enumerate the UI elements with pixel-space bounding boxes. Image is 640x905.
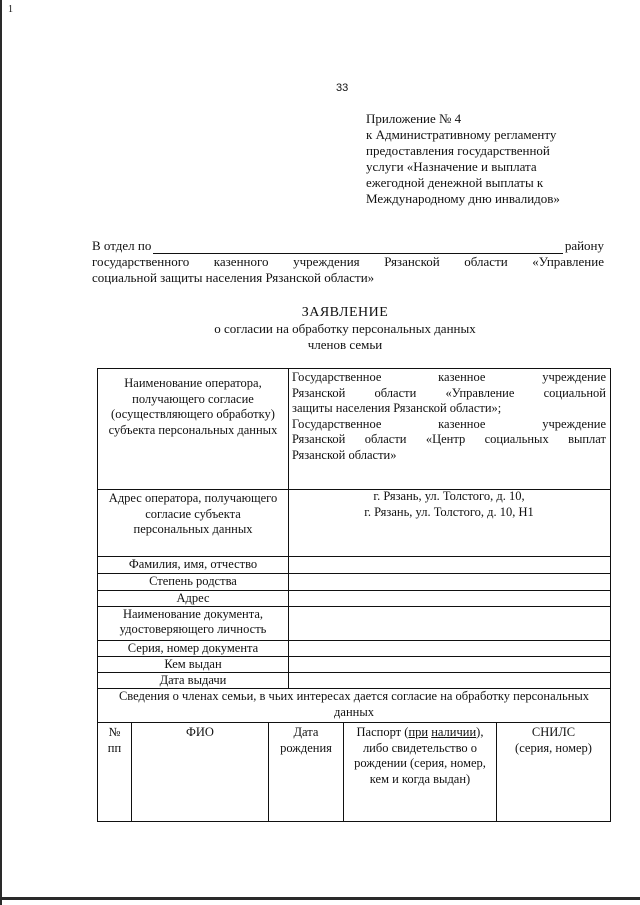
appendix-block <box>366 111 626 207</box>
row-label-fio: Фамилия, имя, отчество <box>128 557 258 571</box>
appendix-line: Международному дню инвалидов» <box>366 191 560 206</box>
col-birthdate <box>269 725 343 756</box>
row-label-document: Наименование документа, удостоверяющего личность <box>119 607 267 636</box>
issued-by-field[interactable] <box>289 657 610 671</box>
col-birthdate-line: Дата <box>293 725 319 739</box>
addressee-line-3: социальной защиты населения Рязанской области» <box>92 270 375 285</box>
row-label-issue-date: Дата выдачи <box>159 673 227 687</box>
row-label-kinship: Степень родства <box>149 574 237 588</box>
operator-line: Рязанской области» <box>292 447 397 462</box>
col-passport <box>348 725 492 787</box>
document-field[interactable] <box>289 607 610 639</box>
district-blank-field[interactable] <box>153 241 562 254</box>
col-fio: ФИО <box>186 725 214 739</box>
row-label-issued-by: Кем выдан <box>164 657 222 671</box>
operator-value <box>292 370 606 463</box>
addressee-block <box>92 238 604 286</box>
col-num <box>98 725 131 756</box>
title-sub: о согласии на обработку персональных данных <box>214 321 476 336</box>
appendix-line: Приложение № 4 <box>366 111 462 126</box>
title-sub: членов семьи <box>307 337 383 352</box>
operator-line: Рязанской области «Центр социальных выплат <box>292 432 606 446</box>
address-value-2: г. Рязань, ул. Толстого, д. 10, Н1 <box>364 505 534 519</box>
col-snils <box>497 725 610 756</box>
addressee-line-1 <box>92 238 604 254</box>
table-rule <box>343 722 344 822</box>
family-section-header: Сведения о членах семьи, в чьих интересах дается согласие на обработку персональных данных <box>118 689 590 719</box>
document-title <box>150 305 540 353</box>
consent-form-table <box>97 368 611 822</box>
col-passport-text: ), либо свидетельство о рождении (серия, номер, кем и когда выдан) <box>354 725 486 786</box>
col-num-line: пп <box>107 740 122 755</box>
col-passport-underlined: наличии <box>431 725 477 739</box>
corner-mark: 1 <box>8 4 13 15</box>
address-field[interactable] <box>289 591 610 605</box>
issue-date-field[interactable] <box>289 673 610 687</box>
operator-line: Рязанской области «Управление социальной <box>292 385 606 400</box>
address-value-1: г. Рязань, ул. Толстого, д. 10, <box>373 489 525 503</box>
table-rule <box>98 722 610 723</box>
addressee-suffix: району <box>564 238 604 253</box>
page-left-edge <box>0 0 2 905</box>
row-label-series-number: Серия, номер документа <box>127 641 259 655</box>
appendix-line: к Административному регламенту <box>366 127 557 142</box>
page-bottom-edge <box>0 897 640 900</box>
fio-field[interactable] <box>289 557 610 572</box>
address-label: Адрес оператора, получающего согласие субъекта персональных данных <box>108 491 278 536</box>
addressee-prefix: В отдел по <box>92 238 152 253</box>
series-number-field[interactable] <box>289 641 610 655</box>
operator-line: Государственное казенное учреждение <box>292 416 606 431</box>
operator-line: защиты населения Рязанской области»; <box>292 401 502 415</box>
col-snils-line: СНИЛС <box>531 725 576 739</box>
appendix-line: предоставления государственной <box>366 143 550 158</box>
col-birthdate-line: рождения <box>280 740 332 755</box>
col-passport-text: Паспорт ( <box>356 725 409 739</box>
operator-line: Государственное казенное учреждение <box>292 370 606 384</box>
col-snils-line: (серия, номер) <box>515 740 592 755</box>
title-main: ЗАЯВЛЕНИЕ <box>301 305 389 320</box>
appendix-line: услуги «Назначение и выплата <box>366 159 537 174</box>
kinship-field[interactable] <box>289 574 610 589</box>
appendix-line: ежегодной денежной выплаты к <box>366 175 544 190</box>
row-label-address: Адрес <box>176 591 210 605</box>
col-num-line: № <box>108 725 121 739</box>
col-passport-underlined: при <box>408 725 429 739</box>
operator-label: Наименование оператора, получающего согласие (осуществляющего обработку) субъекта персональных данных <box>108 376 278 437</box>
addressee-line-2: государственного казенного учреждения Рязанской области «Управление <box>92 254 604 269</box>
page-number: 33 <box>336 82 349 94</box>
